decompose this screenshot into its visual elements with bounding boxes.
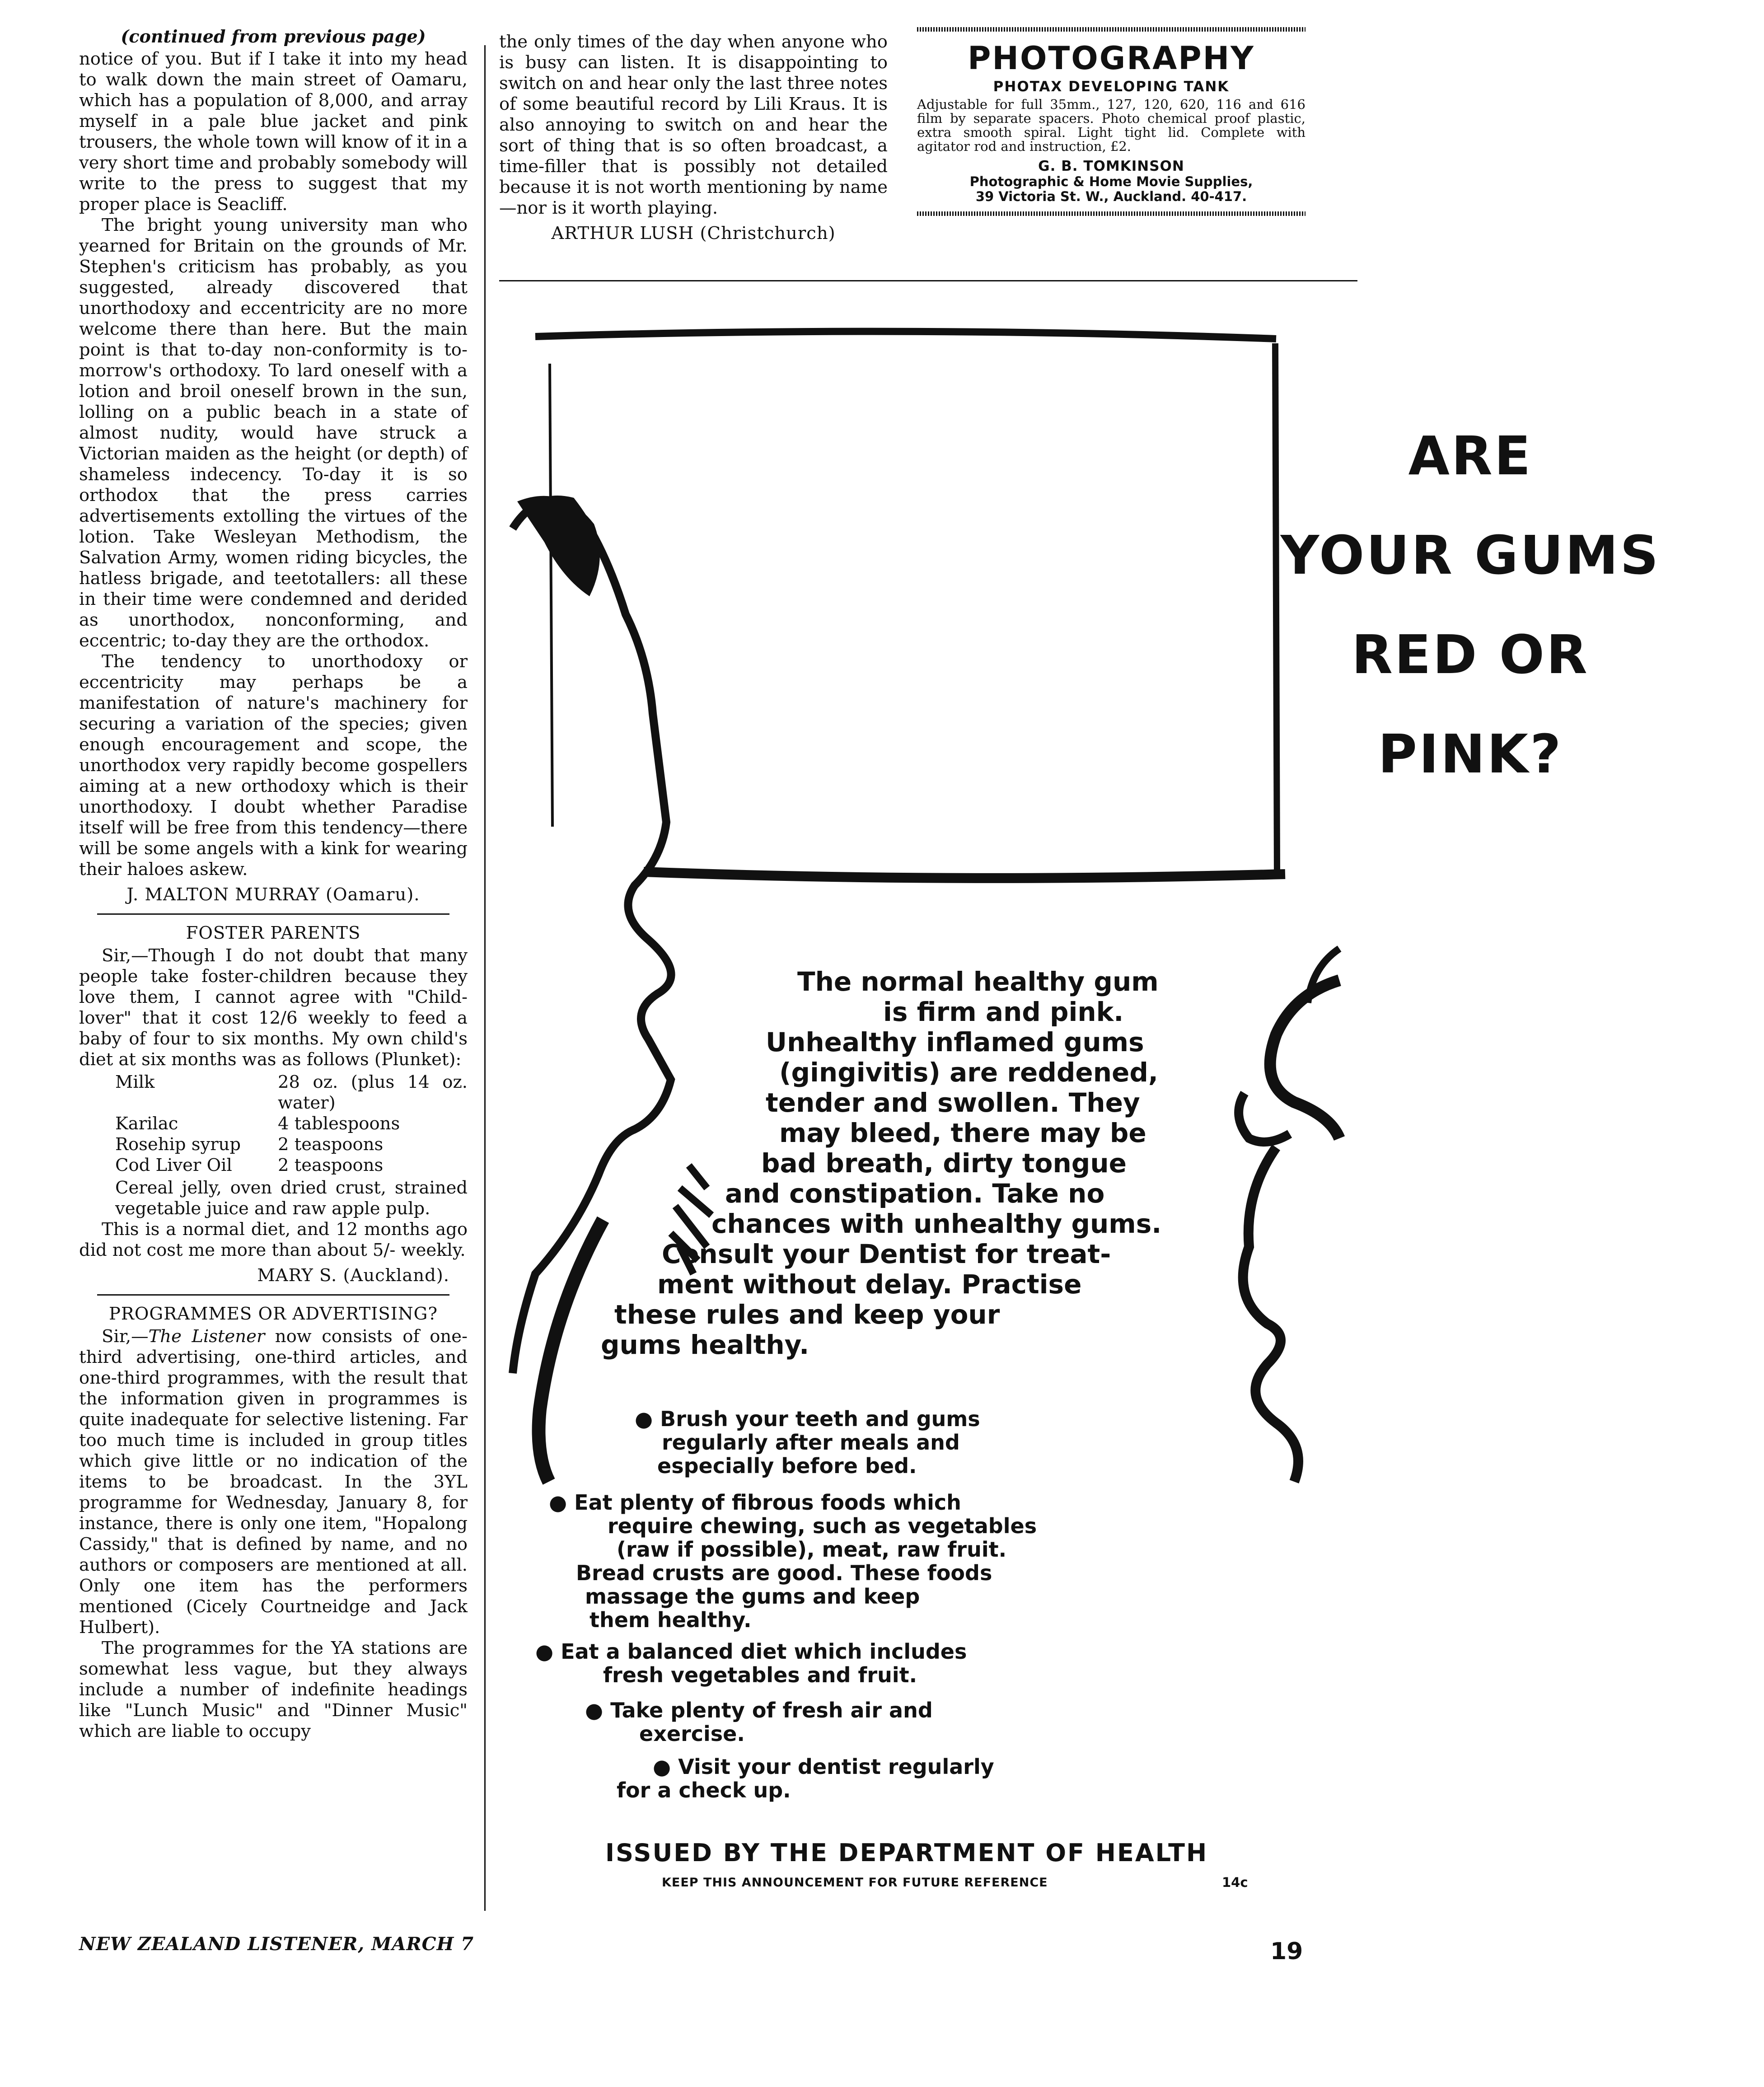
letter-heading: FOSTER PARENTS bbox=[186, 923, 361, 943]
letter-paragraph bbox=[79, 1326, 468, 1638]
left-hair bbox=[517, 496, 600, 596]
rule-line: exercise. bbox=[639, 1722, 745, 1746]
letter-paragraph: notice of you. But if I take it into my head to walk down the main street of Oamaru, which has a population of 8,000, and array myself in a pale blue jacket and pink trousers, the whole town will know of it in a very short time and probably somebody will write to the press to suggest that my proper place is Seacliff. bbox=[79, 49, 468, 215]
body-line: is firm and pink. bbox=[883, 997, 1124, 1027]
text-run: Sir,— bbox=[102, 1326, 149, 1347]
rule-line: require chewing, such as vegetables bbox=[608, 1514, 1037, 1538]
rule-item bbox=[635, 1407, 980, 1478]
rule-line: them healthy. bbox=[590, 1608, 752, 1632]
divider bbox=[97, 913, 449, 915]
body-line: may bleed, there may be bbox=[779, 1118, 1146, 1148]
publication-title: The Listener bbox=[148, 1326, 265, 1347]
body-line: gums healthy. bbox=[601, 1329, 809, 1360]
bullet-icon: ● bbox=[549, 1490, 575, 1515]
rule-line: Eat a balanced diet which includes bbox=[561, 1639, 967, 1664]
rule-line: Eat plenty of fibrous foods which bbox=[574, 1490, 961, 1515]
border-hatch bbox=[917, 27, 1305, 32]
rule-line: Visit your dentist regularly bbox=[678, 1755, 994, 1779]
body-line: (gingivitis) are reddened, bbox=[779, 1057, 1158, 1088]
rule-item bbox=[549, 1491, 1037, 1632]
page-number: 19 bbox=[1270, 1938, 1303, 1965]
rule-line: massage the gums and keep bbox=[585, 1584, 920, 1609]
frame-top bbox=[535, 332, 1276, 339]
address-line: Photographic & Home Movie Supplies, bbox=[969, 174, 1253, 189]
headline-line: YOUR GUMS bbox=[1280, 524, 1661, 586]
frame-left bbox=[550, 364, 552, 827]
rule-line: (raw if possible), meat, raw fruit. bbox=[617, 1537, 1007, 1562]
letter-paragraph: This is a normal diet, and 12 months ago did not cost me more than about 5/- weekly. bbox=[79, 1219, 468, 1260]
health-advert bbox=[499, 289, 1661, 1915]
rule-item bbox=[535, 1640, 967, 1687]
letter-signature: J. MALTON MURRAY (Oamaru). bbox=[126, 884, 420, 905]
diet-qty: 2 teaspoons bbox=[278, 1134, 384, 1155]
rule-line: Take plenty of fresh air and bbox=[610, 1698, 933, 1722]
headline-line: RED OR bbox=[1352, 623, 1589, 686]
body-line: Consult your Dentist for treat- bbox=[662, 1239, 1111, 1269]
diet-food: Cod Liver Oil bbox=[115, 1155, 232, 1175]
rule-item bbox=[585, 1699, 933, 1745]
rule-line: especially before bed. bbox=[657, 1454, 917, 1478]
frame-bottom bbox=[644, 872, 1285, 878]
diet-table bbox=[115, 1072, 468, 1176]
letter-signature: ARTHUR LUSH (Christchurch) bbox=[551, 223, 836, 243]
headline-line: PINK? bbox=[1378, 723, 1563, 785]
letter-signature: MARY S. (Auckland). bbox=[257, 1265, 449, 1286]
section-rule bbox=[499, 280, 1357, 281]
border-hatch bbox=[917, 211, 1305, 216]
keep-note: KEEP THIS ANNOUNCEMENT FOR FUTURE REFERENCE bbox=[662, 1876, 1048, 1890]
rule-item bbox=[617, 1755, 994, 1802]
letter-paragraph: the only times of the day when anyone who is busy can listen. It is disappointing to switch on and hear only the last three notes of some beautiful record by Lili Kraus. It is also annoying to switch on and hear the sort of thing that is so often broadcast, a time-filler that is possibly not detailed because it is not worth mentioning by name—nor is it worth playing. bbox=[499, 32, 888, 218]
body-line: and constipation. Take no bbox=[725, 1178, 1105, 1209]
rule-line: for a check up. bbox=[617, 1778, 791, 1802]
body-line: ment without delay. Practise bbox=[657, 1269, 1082, 1300]
bullet-icon: ● bbox=[653, 1755, 678, 1779]
table-row bbox=[115, 1114, 468, 1134]
body-line: Unhealthy inflamed gums bbox=[766, 1027, 1144, 1058]
letters-column-right bbox=[499, 32, 888, 248]
continued-note: (continued from previous page) bbox=[121, 26, 426, 47]
masthead-footer: NEW ZEALAND LISTENER, MARCH 7 bbox=[79, 1933, 474, 1955]
table-row bbox=[115, 1134, 468, 1155]
letter-paragraph: The programmes for the YA stations are somewhat less vague, but they always include a number of indefinite headings like "Lunch Music" and "Dinner Music" which are liable to occupy bbox=[79, 1638, 468, 1741]
right-profile bbox=[1243, 1147, 1298, 1482]
letter-heading: PROGRAMMES OR ADVERTISING? bbox=[108, 1304, 438, 1324]
diet-food: Rosehip syrup bbox=[115, 1134, 241, 1155]
body-line: bad breath, dirty tongue bbox=[761, 1148, 1127, 1179]
advert-name: G. B. TOMKINSON bbox=[1038, 158, 1184, 174]
ad-code: 14c bbox=[1222, 1875, 1248, 1890]
address-line: 39 Victoria St. W., Auckland. 40-417. bbox=[975, 189, 1247, 204]
right-eye bbox=[1270, 980, 1339, 1138]
advert-address bbox=[917, 174, 1305, 204]
text-run: now consists of one-third advertising, one-third articles, and one-third programmes, with the result that the information given in programmes is quite inadequate for selective listening. Far too much time is included in group titles which give little or no indication of the items to be broadcast. In the 3YL programme for Wednesday, January 8, for instance, there is only one item, "Hopalong Cassidy," that is defined by name, and no authors or composers are mentioned at all. Only one item has the performers mentioned (Cicely Courtneidge and Jack Hulbert). bbox=[79, 1326, 468, 1638]
letter-paragraph: Sir,—Though I do not doubt that many people take foster-children because they love them, I cannot agree with "Child-lover" that it cost 12/6 weekly to feed a baby of four to six months. My own child's diet at six months was as follows (Plunket): bbox=[79, 945, 468, 1070]
letter-paragraph: The bright young university man who yearned for Britain on the grounds of Mr. Stephen's criticism has probably, as you suggested, already discovered that unorthodoxy and eccentricity are no more welcome there than here. But the main point is that to-day non-conformity is to-morrow's orthodoxy. To lard oneself with a lotion and broil oneself brown in the sun, lolling on a public beach in a state of almost nudity, would have struck a Victorian maiden as the height (or depth) of shameless indecency. To-day it is so orthodox that the press carries advertisements extolling the virtues of the lotion. Take Wesleyan Methodism, the Salvation Army, women riding bicycles, the hatless brigade, and teetotallers: all these in their time were condemned and derided as unorthodox, nonconforming, and eccentric; to-day they are the orthodox. bbox=[79, 215, 468, 651]
divider bbox=[97, 1294, 449, 1296]
rule-line: regularly after meals and bbox=[662, 1430, 960, 1455]
column-rule bbox=[484, 45, 486, 1911]
bullet-icon: ● bbox=[535, 1639, 561, 1664]
body-line: The normal healthy gum bbox=[797, 966, 1159, 997]
diet-qty: 4 tablespoons bbox=[278, 1114, 400, 1134]
rule-line: Brush your teeth and gums bbox=[660, 1407, 980, 1431]
letter-paragraph: The tendency to unorthodoxy or eccentricity may perhaps be a manifestation of nature's machinery for securing a variation of the species; given enough encouragement and scope, the unorthodox very rapidly become gospellers aiming at a new orthodoxy which is their unorthodoxy. I doubt whether Paradise itself will be free from this tendency—there will be some angels with a kink for wearing their haloes askew. bbox=[79, 651, 468, 880]
photography-advert bbox=[917, 27, 1305, 216]
advert-subtitle: PHOTAX DEVELOPING TANK bbox=[993, 79, 1230, 95]
frame-right bbox=[1275, 343, 1277, 872]
diet-qty: 28 oz. (plus 14 oz. water) bbox=[278, 1072, 468, 1113]
diet-qty: 2 teaspoons bbox=[278, 1155, 384, 1175]
table-row bbox=[115, 1155, 468, 1176]
rule-line: Bread crusts are good. These foods bbox=[576, 1561, 992, 1585]
rule-line: fresh vegetables and fruit. bbox=[603, 1663, 917, 1687]
body-line: tender and swollen. They bbox=[766, 1087, 1140, 1118]
diet-food: Milk bbox=[115, 1072, 155, 1092]
advert-title: PHOTOGRAPHY bbox=[968, 40, 1255, 77]
body-line: chances with unhealthy gums. bbox=[711, 1208, 1162, 1239]
advert-body: Adjustable for full 35mm., 127, 120, 620, 116 and 616 film by separate spacers. Photo chemical proof plastic, extra smooth spiral. Light tight lid. Complete with agitator rod and instruction, £2. bbox=[917, 97, 1305, 154]
diet-note: Cereal jelly, oven dried crust, strained vegetable juice and raw apple pulp. bbox=[115, 1178, 468, 1219]
body-line: these rules and keep your bbox=[614, 1299, 1000, 1330]
letters-column-left bbox=[79, 26, 468, 1742]
diet-food: Karilac bbox=[115, 1114, 178, 1134]
headline-line: ARE bbox=[1408, 425, 1533, 487]
bullet-icon: ● bbox=[635, 1407, 660, 1431]
issued-by: ISSUED BY THE DEPARTMENT OF HEALTH bbox=[605, 1839, 1208, 1867]
table-row bbox=[115, 1072, 468, 1114]
bullet-icon: ● bbox=[585, 1698, 611, 1722]
